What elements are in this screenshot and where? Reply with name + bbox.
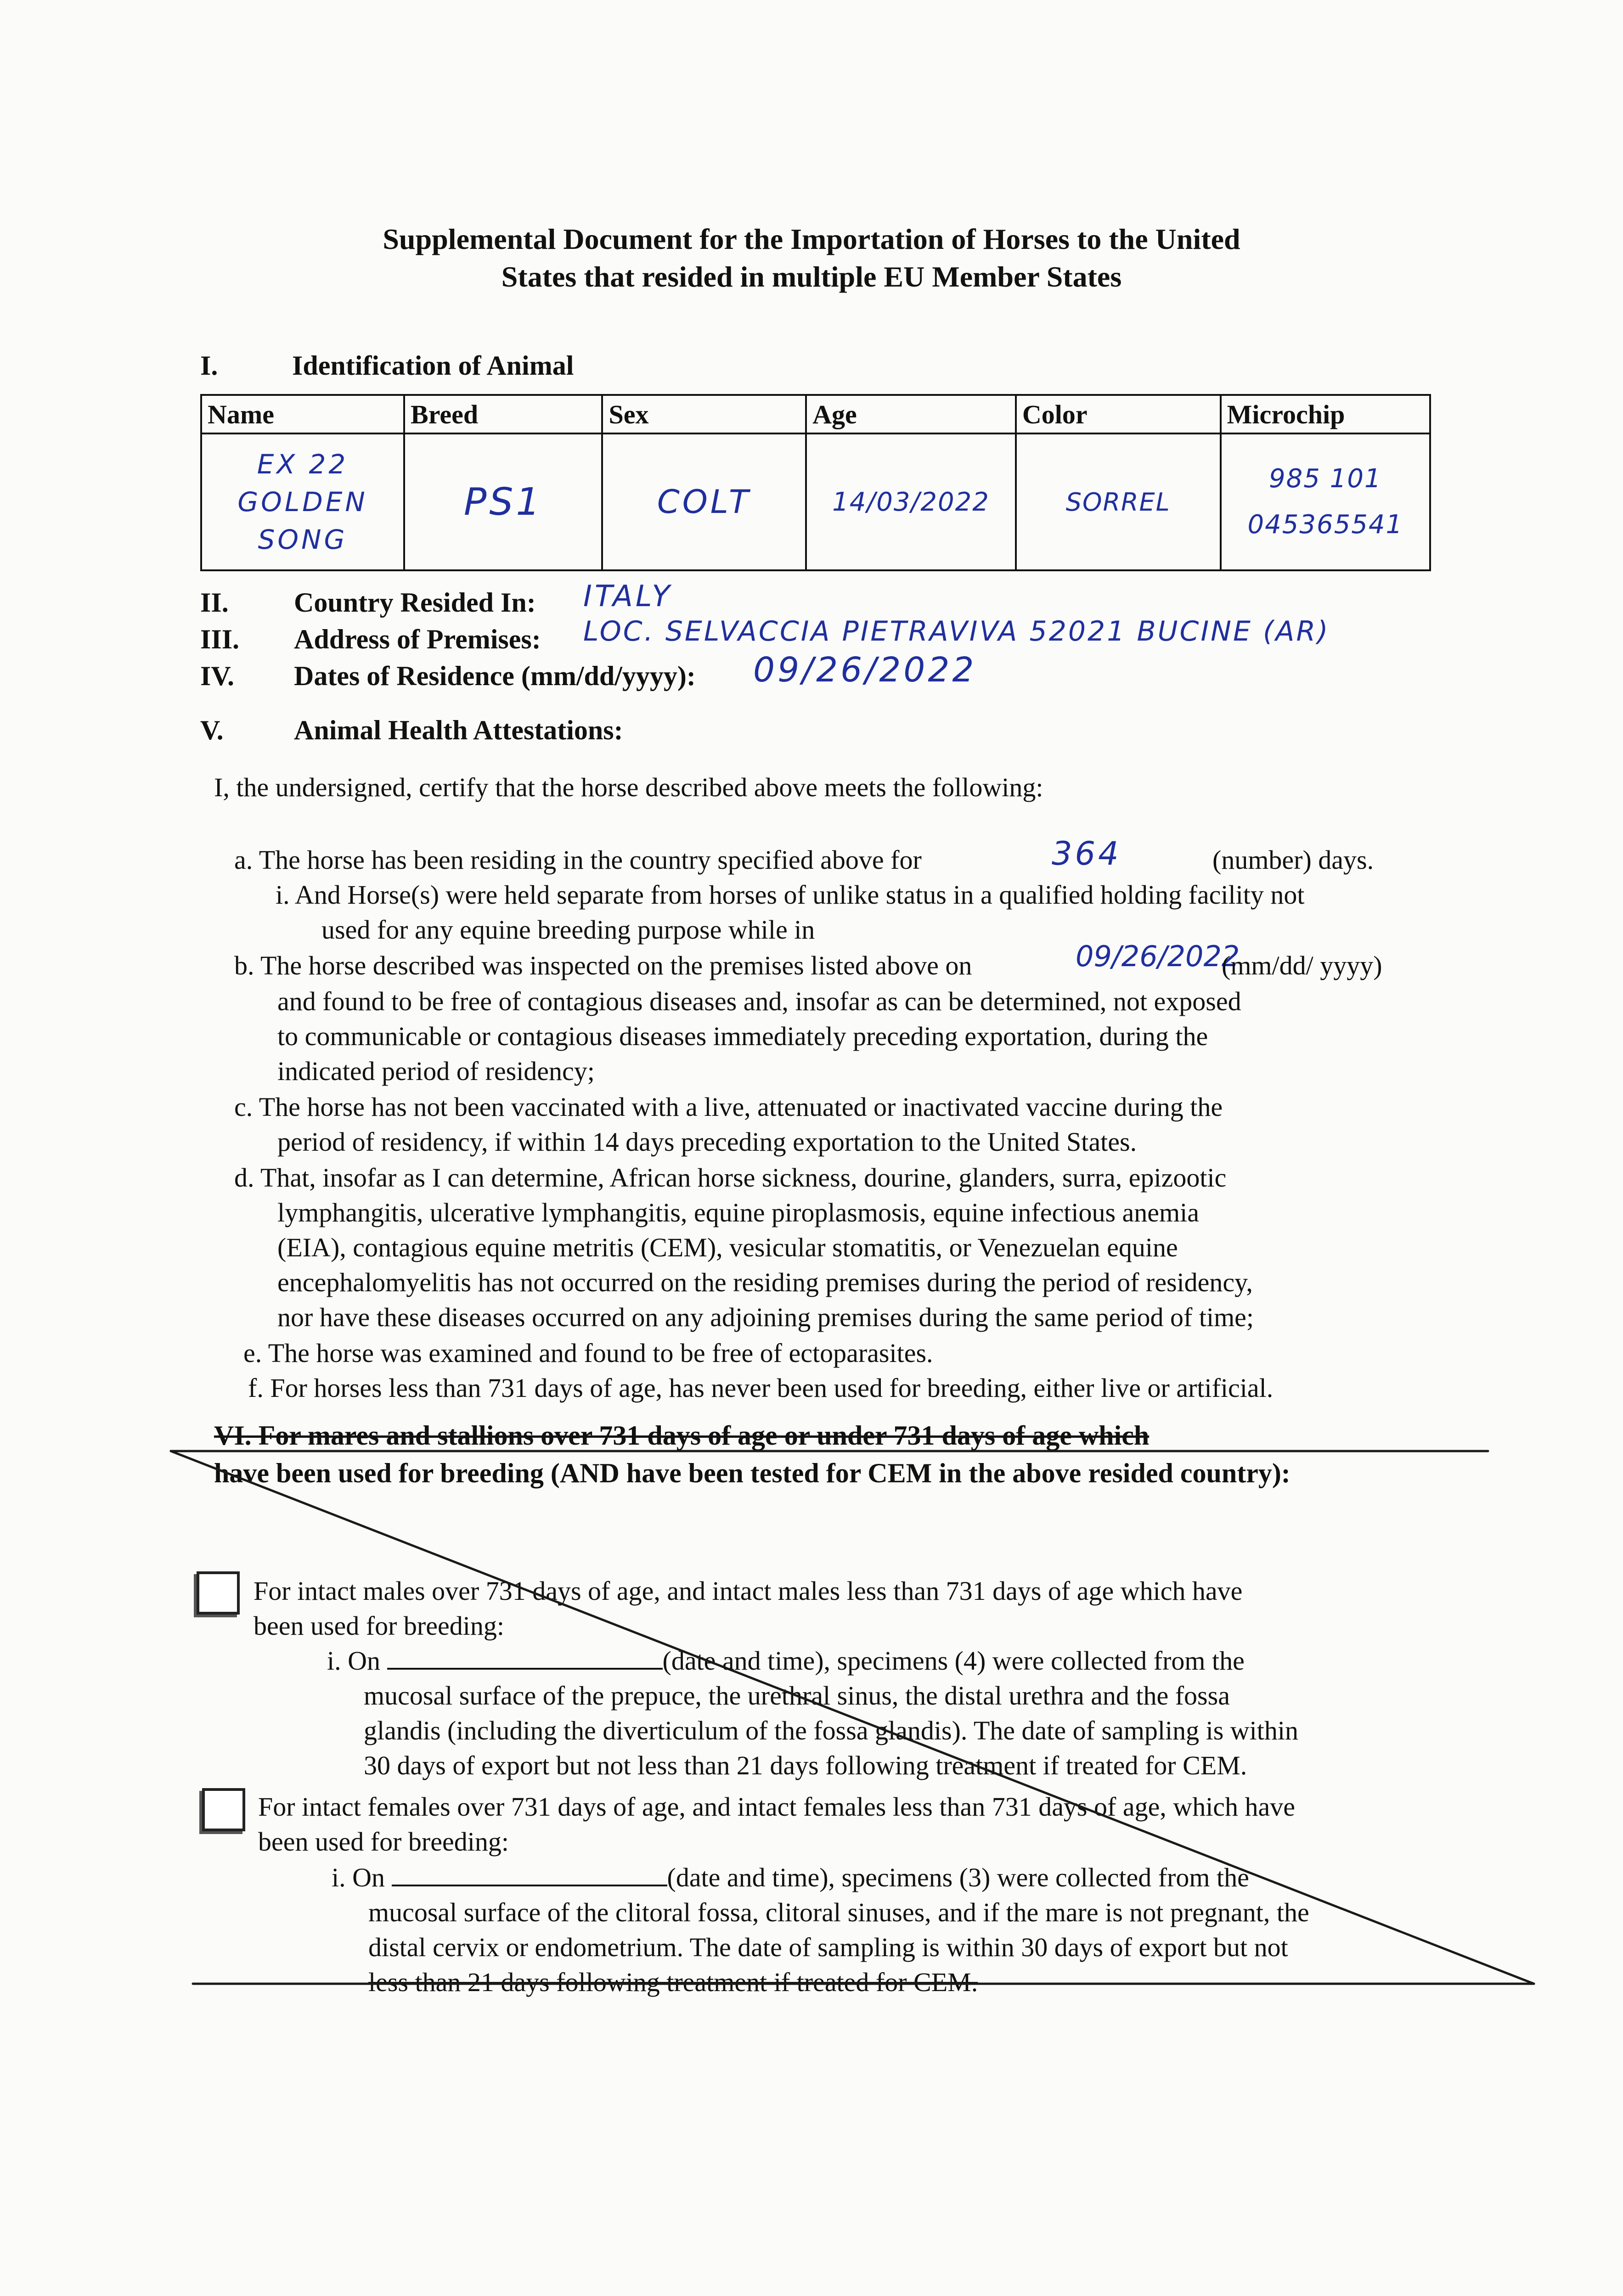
- males-i-text: (date and time), specimens (4) were collected from the: [662, 1646, 1245, 1676]
- section4-number: IV.: [200, 661, 234, 691]
- females-i-on: i. On: [332, 1863, 385, 1892]
- section4-label: Dates of Residence (mm/dd/yyyy):: [294, 661, 696, 691]
- breed-value: PS1: [463, 480, 543, 524]
- certify-statement: I, the undersigned, certify that the horse described above meets the following:: [214, 772, 1043, 802]
- item-a-text: a. The horse has been residing in the country specified above for: [234, 845, 922, 875]
- microchip-line2: 045365541: [1247, 510, 1403, 540]
- females-line5: less than 21 days following treatment if treated for CEM.: [368, 1967, 978, 1997]
- females-line2: been used for breeding:: [258, 1827, 509, 1857]
- age-value: 14/03/2022: [832, 487, 990, 517]
- address-value: LOC. SELVACCIA PIETRAVIVA 52021 BUCINE (AR): [583, 615, 1330, 647]
- males-i-on: i. On: [327, 1646, 380, 1676]
- section5-label: Animal Health Attestations:: [294, 715, 623, 745]
- females-i-text: (date and time), specimens (3) were collected from the: [667, 1863, 1249, 1892]
- item-d-line4: encephalomyelitis has not occurred on the residing premises during the period of residency,: [277, 1267, 1253, 1297]
- item-c-line1: c. The horse has not been vaccinated with a live, attenuated or inactivated vaccine during the: [234, 1092, 1223, 1122]
- section2-label: Country Resided In:: [294, 587, 536, 618]
- header-sex: Sex: [602, 395, 806, 433]
- name-line2: GOLDEN: [237, 486, 368, 518]
- males-line4: glandis (including the diverticulum of the fossa glandis). The date of sampling is within: [364, 1716, 1299, 1745]
- females-line3: mucosal surface of the clitoral fossa, clitoral sinuses, and if the mare is not pregnant, the: [368, 1897, 1309, 1927]
- item-f-line1: f. For horses less than 731 days of age, has never been used for breeding, either live or artificial.: [248, 1373, 1274, 1403]
- country-value: ITALY: [583, 580, 673, 613]
- header-age: Age: [806, 395, 1016, 433]
- item-b-line3: to communicable or contagious diseases immediately preceding exportation, during the: [277, 1021, 1208, 1051]
- section3-number: III.: [200, 624, 240, 654]
- document-title-line2: States that resided in multiple EU Member States: [501, 260, 1122, 293]
- crossout-diagonal-line: [171, 1451, 1534, 1984]
- item-d-line1: d. That, insofar as I can determine, African horse sickness, dourine, glanders, surra, epizootic: [234, 1163, 1227, 1193]
- item-ai-line1: i. And Horse(s) were held separate from horses of unlike status in a qualified holding facility not: [276, 880, 1305, 910]
- males-line1: For intact males over 731 days of age, and intact males less than 731 days of age which have: [254, 1576, 1243, 1606]
- section1-number: I.: [200, 350, 218, 381]
- item-a-days-value: 364: [1052, 835, 1121, 872]
- item-d-line2: lymphangitis, ulcerative lymphangitis, equine piroplasmosis, equine infectious anemia: [277, 1198, 1200, 1227]
- section6-heading-line2: have been used for breeding (AND have been tested for CEM in the above resided country):: [214, 1458, 1291, 1488]
- header-microchip: Microchip: [1221, 395, 1430, 433]
- section2-number: II.: [200, 587, 229, 618]
- item-ai-line2: used for any equine breeding purpose while in: [321, 915, 815, 945]
- section3-label: Address of Premises:: [294, 624, 541, 654]
- item-b-line2: and found to be free of contagious diseases and, insofar as can be determined, not exposed: [277, 986, 1241, 1016]
- header-color: Color: [1016, 395, 1221, 433]
- item-b-date-value: 09/26/2022: [1076, 940, 1240, 973]
- item-c-line2: period of residency, if within 14 days preceding exportation to the United States.: [277, 1127, 1137, 1157]
- males-line2: been used for breeding:: [254, 1611, 504, 1641]
- color-value: SORREL: [1065, 487, 1171, 517]
- section5-number: V.: [200, 715, 224, 745]
- item-a-suffix: (number) days.: [1212, 845, 1374, 875]
- item-d-line5: nor have these diseases occurred on any adjoining premises during the same period of time;: [277, 1302, 1254, 1332]
- males-line3: mucosal surface of the prepuce, the urethral sinus, the distal urethra and the fossa: [364, 1681, 1230, 1711]
- males-line5: 30 days of export but not less than 21 days following treatment if treated for CEM.: [364, 1750, 1247, 1780]
- header-breed: Breed: [404, 395, 602, 433]
- name-line1: EX 22: [257, 449, 349, 480]
- item-b-suffix: (mm/dd/ yyyy): [1222, 951, 1382, 980]
- item-b-line4: indicated period of residency;: [277, 1056, 595, 1086]
- females-line1: For intact females over 731 days of age, and intact females less than 731 days of age, which have: [258, 1792, 1296, 1822]
- header-name: Name: [201, 395, 404, 433]
- microchip-line1: 985 101: [1269, 464, 1382, 494]
- item-b-text: b. The horse described was inspected on the premises listed above on: [234, 951, 972, 980]
- section1-label: Identification of Animal: [292, 350, 574, 381]
- sex-value: COLT: [657, 483, 751, 521]
- item-e-line1: e. The horse was examined and found to be free of ectoparasites.: [243, 1338, 933, 1368]
- document-title-line1: Supplemental Document for the Importation of Horses to the United: [383, 223, 1240, 255]
- females-line4: distal cervix or endometrium. The date of sampling is within 30 days of export but not: [368, 1932, 1288, 1962]
- residence-date-value: 09/26/2022: [753, 650, 977, 690]
- section6-heading-line1: VI. For mares and stallions over 731 days of age or under 731 days of age which: [214, 1420, 1150, 1451]
- name-line3: SONG: [258, 524, 348, 555]
- item-d-line3: (EIA), contagious equine metritis (CEM), vesicular stomatitis, or Venezuelan equine: [277, 1232, 1178, 1262]
